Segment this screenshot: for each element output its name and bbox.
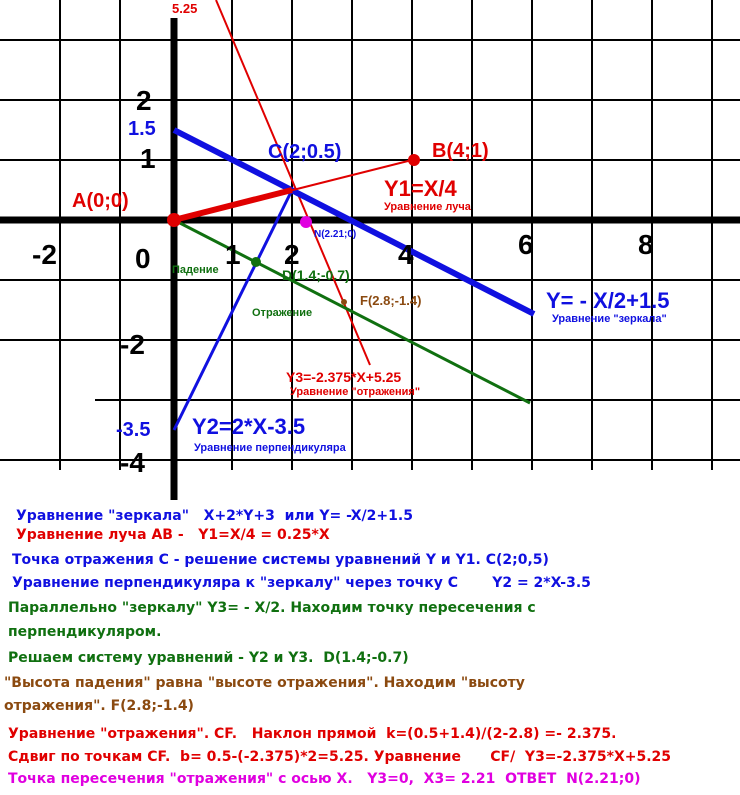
- note-line: [8, 650, 409, 666]
- note-text: перпендикуляром.: [8, 624, 162, 640]
- note-text: Параллельно "зеркалу" Y3= - X/2. Находим точку пересечения с: [8, 600, 536, 616]
- note-line: [16, 527, 330, 543]
- perp-intercept-label: -3.5: [116, 419, 151, 441]
- solution-notes: [0, 500, 740, 795]
- point-a-marker: [167, 213, 181, 227]
- y-tick-label: -4: [120, 447, 145, 478]
- x-tick-label: 1: [225, 239, 241, 270]
- reflection-label: Отражение: [252, 307, 313, 319]
- point-f-marker: [341, 299, 347, 305]
- x-tick-label: 6: [518, 229, 534, 260]
- x-tick-label: 8: [638, 229, 654, 260]
- note-text: Решаем систему уравнений - Y2 и Y3. D(1.4;-0.7): [8, 650, 409, 666]
- note-text: Уравнение "зеркала" X+2*Y+3 или Y= -X/2+1.5: [16, 508, 413, 524]
- note-text: Сдвиг по точкам CF. b= 0.5-(-2.375)*2=5.25. Уравнение CF/ Y3=-2.375*X+5.25: [8, 749, 672, 765]
- note-line: [8, 749, 671, 765]
- point-b-marker: [408, 154, 420, 166]
- x-tick-label: 0: [135, 243, 151, 274]
- x-tick-label: 4: [398, 239, 414, 270]
- ray-equation: Y1=X/4: [384, 176, 457, 201]
- y-tick-label: -2: [120, 329, 145, 360]
- point-c-label: C(2;0.5): [268, 141, 342, 163]
- note-text: отражения". F(2.8;-1.4): [4, 698, 194, 714]
- point-d-label: D(1.4;-0.7): [282, 267, 350, 283]
- note-text: Уравнение "отражения". CF. Наклон прямой k=(0.5+1.4)/(2-2.8) =- 2.375.: [8, 726, 617, 742]
- y-tick-label: 2: [136, 85, 152, 116]
- perp-equation: Y2=2*X-3.5: [192, 414, 306, 439]
- note-line: [12, 575, 591, 591]
- perp-equation-caption: Уравнение перпендикуляра: [194, 442, 346, 454]
- x-tick-label: -2: [32, 239, 57, 270]
- note-line: [4, 698, 194, 714]
- note-text: Уравнение луча AB - Y1=X/4 = 0.25*X: [16, 527, 330, 543]
- note-text: "Высота падения" равна "высоте отражения". Находим "высоту: [4, 675, 525, 691]
- reflection-equation: Y3=-2.375*X+5.25: [286, 369, 402, 385]
- note-line: [8, 771, 640, 787]
- mirror-equation: Y= - X/2+1.5: [546, 288, 670, 313]
- top-intercept-label: 5.25: [172, 1, 198, 16]
- point-f-label: F(2.8;-1.4): [360, 293, 422, 308]
- note-text: Уравнение перпендикуляра к "зеркалу" через точку C Y2 = 2*X-3.5: [12, 575, 591, 591]
- note-line: [4, 675, 525, 691]
- point-n-marker: [300, 216, 312, 228]
- reflection-equation-caption: Уравнение "отражения": [290, 386, 421, 398]
- note-line: [8, 726, 616, 742]
- point-a-label: A(0;0): [72, 190, 129, 212]
- note-line: [8, 600, 536, 616]
- point-d-marker: [251, 257, 261, 267]
- note-line: [16, 508, 413, 524]
- x-tick-label: 2: [284, 239, 300, 270]
- note-line: [12, 552, 549, 568]
- note-line: [8, 624, 161, 640]
- point-b-label: B(4;1): [432, 140, 489, 162]
- y-tick-label: 1: [140, 143, 156, 174]
- incidence-label: Падение: [172, 264, 219, 276]
- note-text: Точка отражения C - решение системы уравнений Y и Y1. C(2;0,5): [12, 552, 549, 568]
- point-n-label: N(2.21;0): [314, 229, 357, 240]
- mirror-intercept-label: 1.5: [128, 118, 156, 140]
- mirror-equation-caption: Уравнение "зеркала": [552, 313, 667, 325]
- note-text: Точка пересечения "отражения" с осью X. Y3=0, X3= 2.21 ОТВЕТ N(2.21;0): [8, 771, 641, 787]
- ray-equation-caption: Уравнение луча: [384, 201, 471, 213]
